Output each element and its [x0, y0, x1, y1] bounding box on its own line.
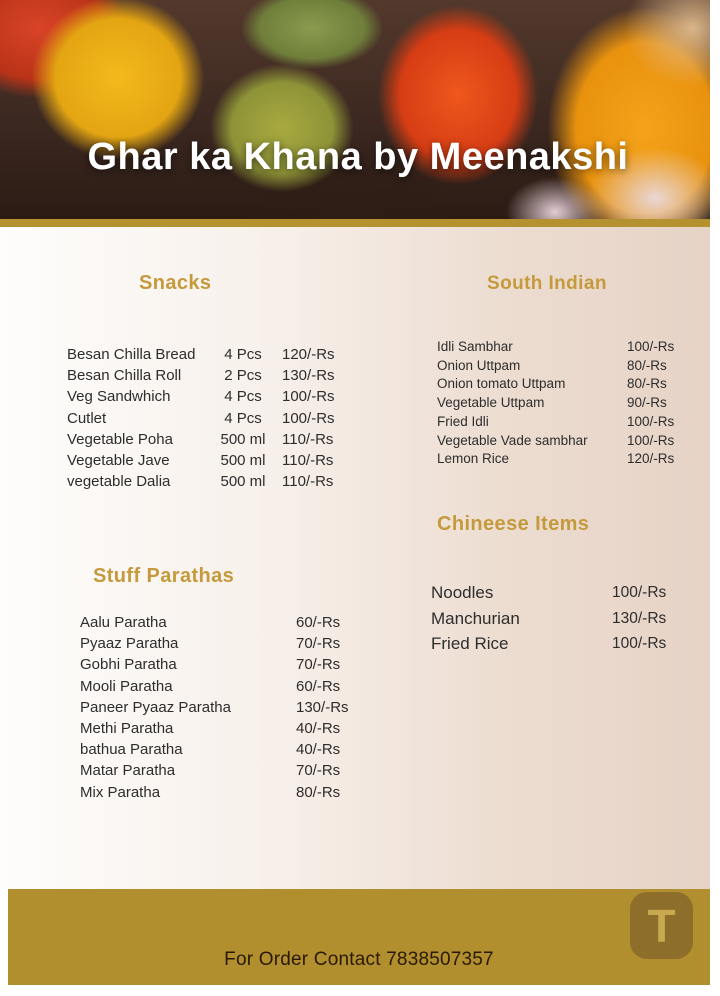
menu-item-name: Fried Idli [437, 413, 489, 429]
menu-item-name: Noodles [431, 583, 494, 602]
menu-item-row [437, 450, 682, 469]
menu-item-price: 130/-Rs [282, 367, 335, 385]
menu-item-price: 130/-Rs [296, 698, 349, 716]
menu-item-row [80, 739, 370, 760]
menu-item-row [80, 782, 370, 803]
menu-item-price: 90/-Rs [627, 395, 667, 411]
menu-item-qty: 500 ml [220, 473, 266, 491]
menu-item-price: 120/-Rs [627, 451, 675, 467]
menu-item-price: 100/-Rs [282, 409, 335, 427]
parathas-item-list [80, 612, 370, 803]
menu-item-price: 110/-Rs [282, 473, 334, 491]
menu-item-row [437, 432, 682, 451]
menu-item-qty: 4 Pcs [224, 409, 262, 427]
footer-band [8, 889, 710, 985]
menu-item-name: Lemon Rice [437, 451, 510, 467]
menu-item-price: 60/-Rs [296, 677, 341, 695]
menu-item-price: 40/-Rs [296, 741, 341, 759]
menu-item-name: Mix Paratha [80, 783, 161, 801]
menu-item-name: bathua Paratha [80, 741, 183, 759]
menu-item-name: vegetable Dalia [67, 473, 171, 491]
menu-item-name: Onion Uttpam [437, 357, 521, 373]
menu-item-price: 70/-Rs [296, 656, 341, 674]
menu-item-price: 60/-Rs [296, 614, 341, 631]
menu-item-name: Onion tomato Uttpam [437, 376, 566, 392]
menu-item-row [67, 471, 367, 492]
menu-item-row [67, 429, 367, 450]
menu-item-row [67, 408, 367, 429]
order-contact-text: For Order Contact 7838507357 [224, 949, 494, 970]
gold-divider-bar [0, 219, 710, 227]
menu-item-row [67, 450, 367, 471]
menu-item-price: 80/-Rs [627, 376, 667, 392]
menu-item-name: Vegetable Vade sambhar [437, 432, 588, 448]
menu-item-row [437, 375, 682, 394]
menu-item-price: 80/-Rs [627, 357, 667, 373]
menu-item-name: Besan Chilla Bread [67, 346, 196, 363]
section-heading-snacks: Snacks [139, 272, 212, 294]
menu-item-row [80, 718, 370, 739]
menu-item-name: Methi Paratha [80, 720, 174, 738]
menu-item-name: Idli Sambhar [437, 339, 513, 354]
menu-item-price: 100/-Rs [612, 635, 667, 653]
menu-item-row [67, 344, 367, 365]
menu-item-row [80, 760, 370, 781]
snacks-item-list [67, 344, 367, 492]
menu-item-name: Pyaaz Paratha [80, 635, 179, 653]
menu-item-name: Fried Rice [431, 634, 509, 654]
menu-item-name: Vegetable Uttpam [437, 395, 545, 411]
menu-item-row [437, 338, 682, 357]
menu-item-price: 100/-Rs [282, 388, 335, 406]
menu-item-price: 80/-Rs [296, 783, 341, 801]
menu-item-qty: 500 ml [220, 430, 266, 448]
menu-item-qty: 500 ml [220, 452, 266, 470]
south-indian-item-list [437, 338, 682, 469]
menu-item-name: Manchurian [431, 608, 520, 628]
menu-item-row [437, 394, 682, 413]
menu-item-price: 110/-Rs [282, 430, 334, 448]
menu-item-name: Mooli Paratha [80, 677, 173, 695]
menu-item-row [437, 357, 682, 376]
hero-spices-photo [0, 0, 710, 219]
menu-item-row [80, 697, 370, 718]
menu-item-qty: 4 Pcs [224, 388, 262, 406]
menu-item-row [67, 365, 367, 386]
menu-item-name: Cutlet [67, 409, 107, 427]
menu-item-price: 100/-Rs [627, 432, 675, 448]
menu-item-name: Veg Sandwhich [67, 388, 171, 406]
menu-item-price: 100/-Rs [627, 339, 675, 354]
section-heading-chineese-items: Chineese Items [437, 513, 590, 535]
menu-title: Ghar ka Khana by Meenakshi [87, 136, 629, 178]
menu-item-row [67, 386, 367, 407]
menu-item-name: Paneer Pyaaz Paratha [80, 698, 231, 716]
section-heading-stuff-parathas: Stuff Parathas [93, 565, 235, 587]
menu-item-price: 70/-Rs [296, 635, 341, 653]
section-heading-south-indian: South Indian [487, 273, 607, 294]
menu-item-price: 70/-Rs [296, 762, 341, 780]
menu-item-row [80, 633, 370, 654]
menu-item-price: 100/-Rs [627, 413, 675, 429]
menu-item-price: 110/-Rs [282, 452, 334, 470]
chineese-item-list [431, 580, 681, 657]
menu-item-name: Besan Chilla Roll [67, 367, 182, 385]
menu-item-row [437, 413, 682, 432]
menu-item-name: Aalu Paratha [80, 614, 167, 631]
menu-item-price: 130/-Rs [612, 609, 667, 627]
menu-item-row [80, 676, 370, 697]
menu-item-name: Matar Paratha [80, 762, 176, 780]
menu-item-qty: 4 Pcs [224, 346, 262, 363]
menu-item-row [431, 631, 681, 657]
menu-item-price: 40/-Rs [296, 720, 341, 738]
menu-item-name: Vegetable Poha [67, 430, 173, 448]
menu-item-qty: 2 Pcs [224, 367, 262, 385]
menu-item-row [80, 612, 370, 633]
menu-item-name: Gobhi Paratha [80, 656, 177, 674]
menu-item-row [80, 654, 370, 675]
t-logo-letter: T [647, 899, 676, 952]
menu-item-price: 120/-Rs [282, 346, 335, 363]
menu-item-name: Vegetable Jave [67, 452, 170, 470]
menu-item-price: 100/-Rs [612, 584, 667, 601]
menu-item-row [431, 580, 681, 606]
menu-item-row [431, 606, 681, 632]
